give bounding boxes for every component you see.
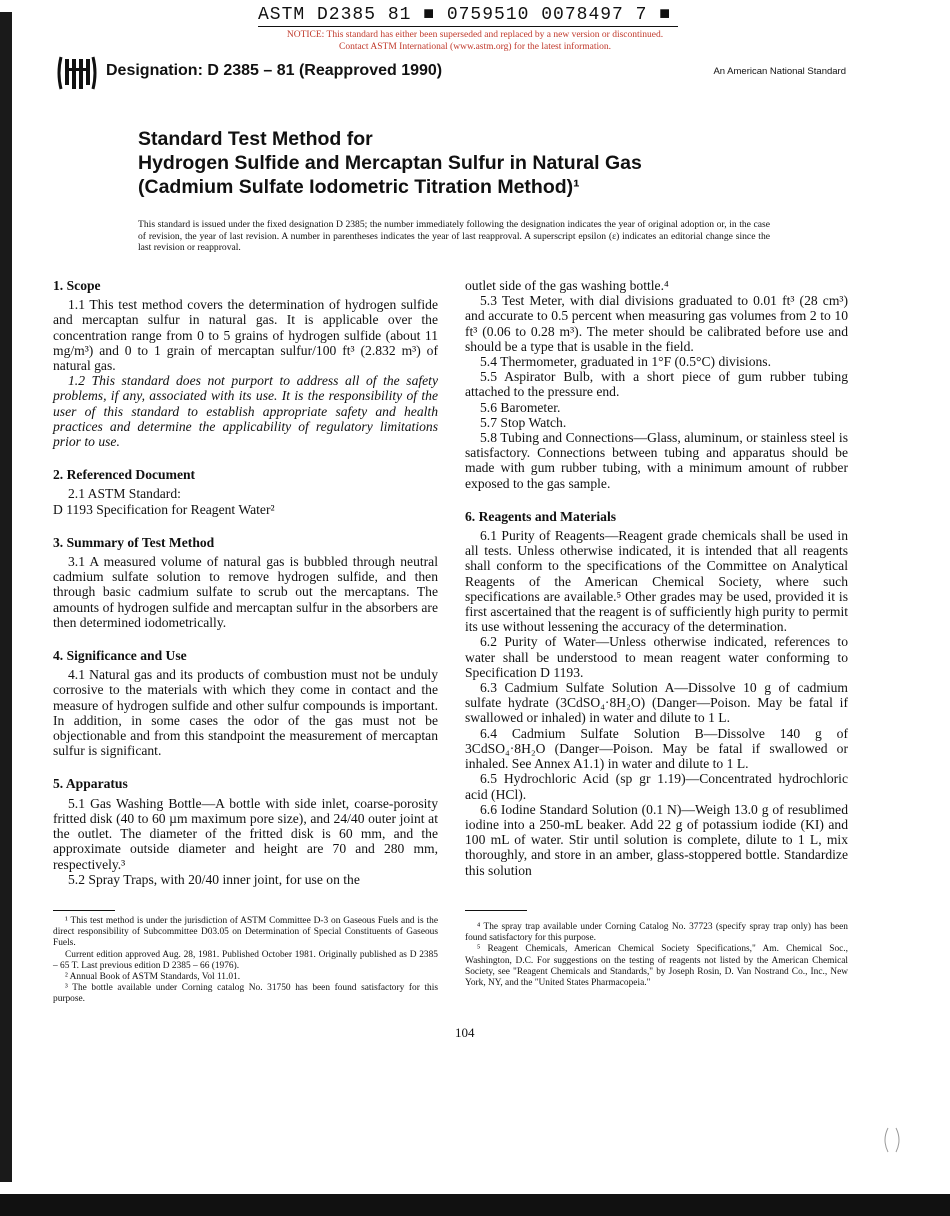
- footnote: ² Annual Book of ASTM Standards, Vol 11.01.: [65, 972, 241, 983]
- scan-artifact-icon: [878, 1120, 906, 1160]
- paragraph: 5.7 Stop Watch.: [480, 414, 567, 430]
- issue-note: This standard is issued under the fixed designation D 2385; the number immediately following the designation indicates the year of original adoption or, in the case of revision, the year of last revision. A number in parentheses indicates the year of last reapproval. A superscript epsilon (ε) indicates an editorial change since the last revision or reapproval.: [138, 219, 770, 253]
- paragraph: 5.5 Aspirator Bulb, with a short piece of gum rubber tubing attached to the pressure end.: [465, 369, 848, 400]
- right-column: [465, 278, 848, 878]
- page-number: 104: [455, 1025, 475, 1040]
- paragraph: 5.1 Gas Washing Bottle—A bottle with side inlet, coarse-porosity fritted disk (40 to 60 µm maximum pore size), and 24/40 outer joint at the outlet. The diameter of the fritted disk is 60 mm, and the approximate outside diameter and height are 70 and 280 mm, respectively.³: [53, 795, 438, 872]
- paragraph: 5.8 Tubing and Connections—Glass, aluminum, or stainless steel is satisfactory. Connections between tubing and apparatus should be made with gum rubber tubing, with a minimum amount of rubber exposed to the gas sample.: [465, 430, 848, 491]
- paragraph: 6.5 Hydrochloric Acid (sp gr 1.19)—Concentrated hydrochloric acid (HCl).: [465, 771, 848, 802]
- footnote: ¹ This test method is under the jurisdiction of ASTM Committee D-3 on Gaseous Fuels and is the direct responsibility of Subcommittee D03.05 on Determination of Special Constituents of Gaseous Fuels.: [53, 916, 438, 949]
- paragraph: outlet side of the gas washing bottle.⁴: [465, 278, 669, 293]
- notice: [200, 29, 750, 53]
- footnote: Current edition approved Aug. 28, 1981. Published October 1981. Originally published as D 2385 – 65 T. Last previous edition D 2385 – 66 (1976).: [53, 949, 438, 971]
- scan-bottom-bar: [0, 1194, 950, 1216]
- left-column: [53, 278, 438, 887]
- national-standard-label: An American National Standard: [713, 66, 846, 77]
- section-heading: 4. Significance and Use: [53, 648, 187, 664]
- section-heading: 5. Apparatus: [53, 776, 128, 792]
- footnote: ⁵ Reagent Chemicals, American Chemical Society Specifications," Am. Chemical Soc., Washington, D.C. For suggestions on the testing of reagents not listed by the American Chemical Society, see "Reagent Chemicals and Standards," by Joseph Rosin, D. Van Nostrand Co., Inc., New York, NY, and the "United States Pharmacopeia.": [465, 944, 848, 989]
- paragraph: 6.2 Purity of Water—Unless otherwise indicated, references to water shall be understood to mean reagent water conforming to Specification D 1193.: [465, 634, 848, 680]
- section-heading: 3. Summary of Test Method: [53, 534, 215, 550]
- notice-line-1: NOTICE: This standard has either been superseded and replaced by a new version or discontinued.: [286, 30, 664, 40]
- paragraph: 3.1 A measured volume of natural gas is bubbled through neutral cadmium sulfate solution to remove hydrogen sulfide, and then through basic cadmium sulfate to scrub out the mercaptans. The amounts of hydrogen sulfide and mercaptan sulfur in the absorbers are then determined iodometrically.: [53, 554, 438, 630]
- paragraph: 6.1 Purity of Reagents—Reagent grade chemicals shall be used in all tests. Unless otherwise indicated, it is intended that all reagents shall conform to the specifications of the Committee on Analytical Reagents of the American Chemical Society, where such specifications are available.⁵ Other grades may be used, provided it is first ascertained that the reagent is of sufficiently high purity to permit its use without lessening the accuracy of the determination.: [465, 528, 848, 635]
- designation: Designation: D 2385 – 81 (Reapproved 1990): [106, 62, 443, 79]
- footnote: ³ The bottle available under Corning catalog No. 31750 has been found satisfactory for this purpose.: [53, 983, 438, 1005]
- paragraph: 6.4 Cadmium Sulfate Solution B—Dissolve 140 g of 3CdSO₄·8H₂O (Danger—Poison. May be fatal if swallowed or inhaled. See Annex A1.1) in water and dilute to 1 L.: [465, 725, 848, 772]
- footnotes-right: [465, 922, 848, 989]
- section-heading: 6. Reagents and Materials: [465, 508, 617, 524]
- scan-code: ASTM D2385 81 ■ 0759510 0078497 7 ■: [258, 4, 678, 27]
- title-line-3: (Cadmium Sulfate Iodometric Titration Method)¹: [138, 176, 580, 198]
- section-heading: 1. Scope: [53, 278, 101, 293]
- scan-edge-bar: [0, 12, 12, 1182]
- paragraph: 2.1 ASTM Standard:: [68, 486, 181, 502]
- footnotes-left: [53, 916, 438, 1006]
- footnote: ⁴ The spray trap available under Corning Catalog No. 37723 (specify spray trap only) has been found satisfactory for this purpose.: [465, 922, 848, 944]
- footnote-rule: [53, 910, 115, 911]
- section-heading: 2. Referenced Document: [53, 467, 196, 483]
- paragraph: 1.1 This test method covers the determination of hydrogen sulfide and mercaptan sulfur in natural gas. It is applicable over the concentration range from 0 to 5 grains of hydrogen sulfide (about 11 mg/m³) and 0 to 1 grain of mercaptan sulfur/100 ft³ (2.832 m³) of natural gas.: [53, 297, 438, 374]
- document-title: [138, 127, 838, 199]
- title-line-1: Standard Test Method for: [138, 128, 373, 150]
- paragraph: 5.4 Thermometer, graduated in 1°F (0.5°C) divisions.: [480, 354, 771, 370]
- paragraph: 4.1 Natural gas and its products of combustion must not be unduly corrosive to the materials with which they come in contact and the measure of hydrogen sulfide and other sulfur compounds is important. In addition, in some cases the odor of the gas must not be objectionable and from this standpoint the measurement of mercaptan sulfur is significant.: [53, 667, 438, 759]
- paragraph: D 1193 Specification for Reagent Water²: [53, 501, 275, 517]
- paragraph: 6.6 Iodine Standard Solution (0.1 N)—Weigh 13.0 g of resublimed iodine into a 250-mL beaker. Add 22 g of potassium iodide (KI) and 100 mL of water. Stir until solution is complete, dilute to 1 L, mix thoroughly, and store in an amber, glass-stoppered bottle. Standardize this solution: [465, 801, 848, 878]
- paragraph: 5.6 Barometer.: [480, 399, 561, 415]
- footnote-rule: [465, 910, 527, 911]
- paragraph: 6.3 Cadmium Sulfate Solution A—Dissolve 10 g of cadmium sulfate hydrate (3CdSO₄·8H₂O) (Danger—Poison. May be fatal if swallowed or inhaled) in water and dilute to 1 L.: [465, 680, 848, 726]
- paragraph: 5.3 Test Meter, with dial divisions graduated to 0.01 ft³ (28 cm³) and accurate to 0.5 percent when measuring gas volumes from 2 to 10 ft³ (0.06 to 0.28 m³). The meter should be calibrated before use and should be a type that is usable in the field.: [465, 293, 848, 354]
- astm-logo-icon: [55, 53, 99, 93]
- paragraph: 5.2 Spray Traps, with 20/40 inner joint, for use on the: [68, 871, 360, 887]
- notice-line-2: Contact ASTM International (www.astm.org) for the latest information.: [338, 42, 611, 52]
- title-line-2: Hydrogen Sulfide and Mercaptan Sulfur in Natural Gas: [138, 152, 642, 174]
- paragraph: 1.2 This standard does not purport to address all of the safety problems, if any, associated with its use. It is the responsibility of the user of this standard to establish appropriate safety and health practices and determine the applicability of regulatory limitations prior to use.: [53, 373, 438, 450]
